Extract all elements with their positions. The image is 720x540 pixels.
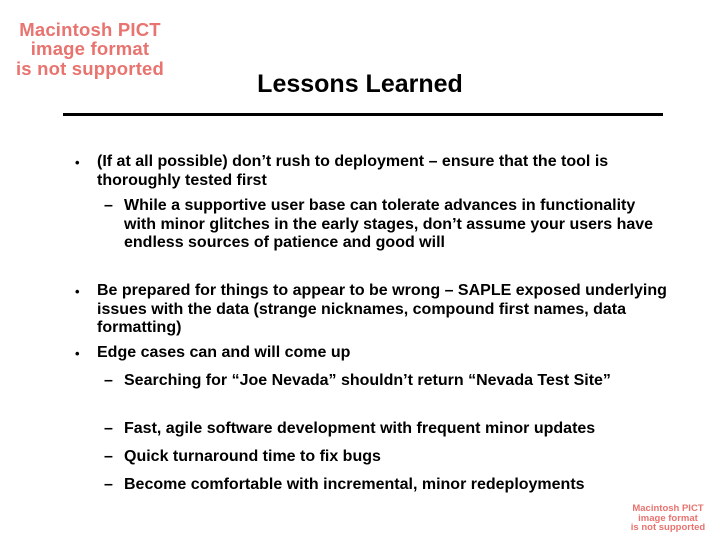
dash-icon: – [104, 476, 113, 493]
bullet-item: (If at all possible) don’t rush to deployment – ensure that the tool is thoroughly tested first [97, 153, 609, 189]
dash-icon: – [104, 420, 113, 437]
placeholder-line: image format [30, 38, 150, 60]
bullet-item: Edge cases can and will come up [97, 344, 351, 361]
slide-title: Lessons Learned [257, 70, 463, 98]
dash-icon: – [104, 448, 113, 465]
bullet-icon: • [75, 155, 80, 170]
placeholder-line: Macintosh PICT [632, 503, 704, 514]
dash-icon: – [104, 372, 113, 389]
bullet-icon: • [75, 346, 80, 361]
placeholder-line: is not supported [630, 522, 706, 533]
unsupported-image-placeholder [622, 504, 714, 533]
sub-bullet-item: Searching for “Joe Nevada” shouldn’t return “Nevada Test Site” [124, 372, 611, 389]
sub-bullet-item: Quick turnaround time to fix bugs [124, 448, 381, 465]
sub-bullet-item: Fast, agile software development with frequent minor updates [124, 420, 596, 437]
sub-bullet-item: While a supportive user base can tolerate advances in functionality with minor glitches in the early stages, don’t assume your users have endless sources of patience and good will [124, 197, 654, 251]
dash-icon: – [104, 197, 113, 214]
bullet-item: Be prepared for things to appear to be wrong – SAPLE exposed underlying issues with the data (strange nicknames, compound first names, data formatting) [97, 282, 667, 336]
sub-bullet-item: Become comfortable with incremental, minor redeployments [124, 476, 585, 493]
placeholder-line: Macintosh PICT [19, 19, 161, 40]
bullet-icon: • [75, 284, 80, 299]
placeholder-line: image format [638, 512, 698, 524]
placeholder-line: is not supported [15, 57, 165, 79]
